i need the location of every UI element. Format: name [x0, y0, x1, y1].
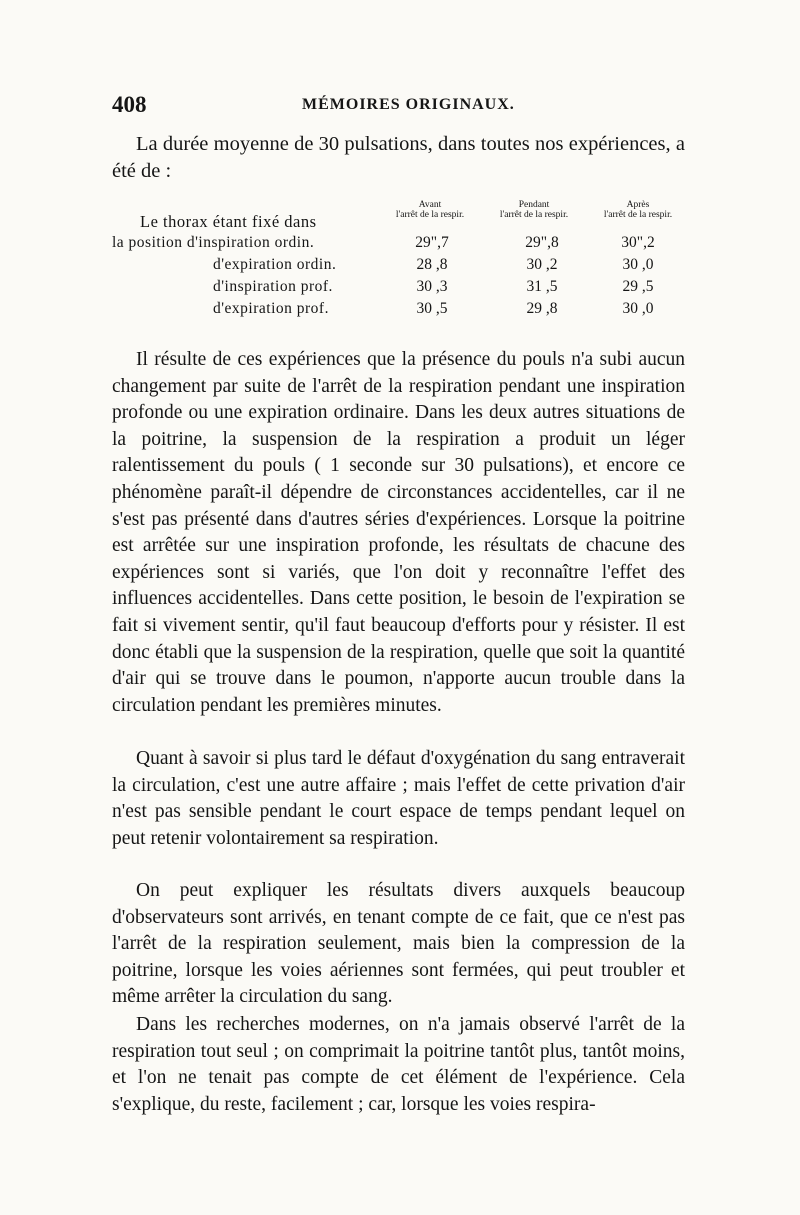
column-header-bottom: l'arrêt de la respir.	[603, 210, 673, 220]
page-number: 408	[112, 92, 147, 117]
value-before: 30 ,3	[416, 278, 448, 295]
table-row	[112, 300, 685, 322]
intro-paragraph: La durée moyenne de 30 pulsations, dans toutes nos expériences, a été de :	[112, 133, 685, 182]
column-header-after	[590, 200, 686, 220]
value-during: 30 ,2	[526, 256, 558, 273]
running-title: MÉMOIRES ORIGINAUX.	[302, 96, 515, 113]
row-label: la position d'inspiration ordin.	[112, 234, 315, 251]
column-header-bottom: l'arrêt de la respir.	[395, 210, 465, 220]
table-row	[112, 234, 685, 256]
column-header-before	[382, 200, 478, 220]
column-header-top: Pendant	[518, 200, 550, 210]
value-after: 30",2	[621, 234, 655, 251]
body-paragraph: Il résulte de ces expériences que la présence du pouls n'a subi aucun changement par suite de l'arrêt de la respiration pendant une inspiration profonde ou une expiration ordinaire. Dans les deux autres situations de la poitrine, la suspension de la respiration a produit un léger ralentissement du pouls ( 1 seconde sur 30 pulsations), et encore ce phénomène paraît-il dépendre de circonstances accidentelles, car il ne s'est pas présenté dans d'autres séries d'expériences. Lorsque la poitrine est arrêtée sur une inspiration profonde, les résultats de chacune des expériences sont si variés, que l'on doit y reconnaître l'effet des influences accidentelles. Dans cette position, le besoin de l'expiration se fait si vivement sentir, qu'il faut beaucoup d'efforts pour y résister. Il est donc établi que la suspension de la respiration, quelle que soit la quantité d'air qui se trouve dans le poumon, n'apporte aucun trouble dans la circulation pendant les premières minutes.	[112, 349, 685, 716]
body-paragraph: Quant à savoir si plus tard le défaut d'oxygénation du sang entraverait la circulation, c'est une autre affaire ; mais l'effet de cette privation d'air n'est pas sensible pendant le court espace de temps pendant lequel on peut retenir volontairement sa respiration.	[112, 748, 685, 849]
value-during: 29",8	[525, 234, 559, 251]
row-label: d'expiration prof.	[213, 300, 329, 317]
column-header-top: Après	[626, 200, 650, 210]
value-after: 30 ,0	[622, 256, 654, 273]
body-paragraph: On peut expliquer les résultats divers auxquels beaucoup d'observateurs sont arrivés, en tenant compte de ce fait, que ce n'est pas l'arrêt de la respiration seulement, mais bien la compression de la poitrine, lorsque les voies aériennes sont fermées, qui peut troubler et même arrêter la circulation du sang.	[112, 880, 685, 1008]
column-header-top: Avant	[418, 200, 442, 210]
value-after: 29 ,5	[622, 278, 654, 295]
body-paragraph: Dans les recherches modernes, on n'a jamais observé l'arrêt de la respiration tout seul ; on comprimait la poitrine tantôt plus, tantôt moins, et l'on ne tenait pas compte de cet élément de l'expérience. Cela s'explique, du reste, facilement ; car, lorsque les voies respira-	[112, 1014, 685, 1115]
column-header-bottom: l'arrêt de la respir.	[499, 210, 569, 220]
value-before: 28 ,8	[416, 256, 448, 273]
value-during: 29 ,8	[526, 300, 558, 317]
table-lead: Le thorax étant fixé dans	[140, 212, 317, 231]
row-label: d'inspiration prof.	[213, 278, 333, 295]
table-row	[112, 278, 685, 300]
value-before: 30 ,5	[416, 300, 448, 317]
table-row	[112, 256, 685, 278]
row-label: d'expiration ordin.	[213, 256, 337, 273]
value-after: 30 ,0	[622, 300, 654, 317]
page-header	[112, 92, 692, 132]
value-before: 29",7	[415, 234, 449, 251]
value-during: 31 ,5	[526, 278, 558, 295]
column-header-during	[486, 200, 582, 220]
